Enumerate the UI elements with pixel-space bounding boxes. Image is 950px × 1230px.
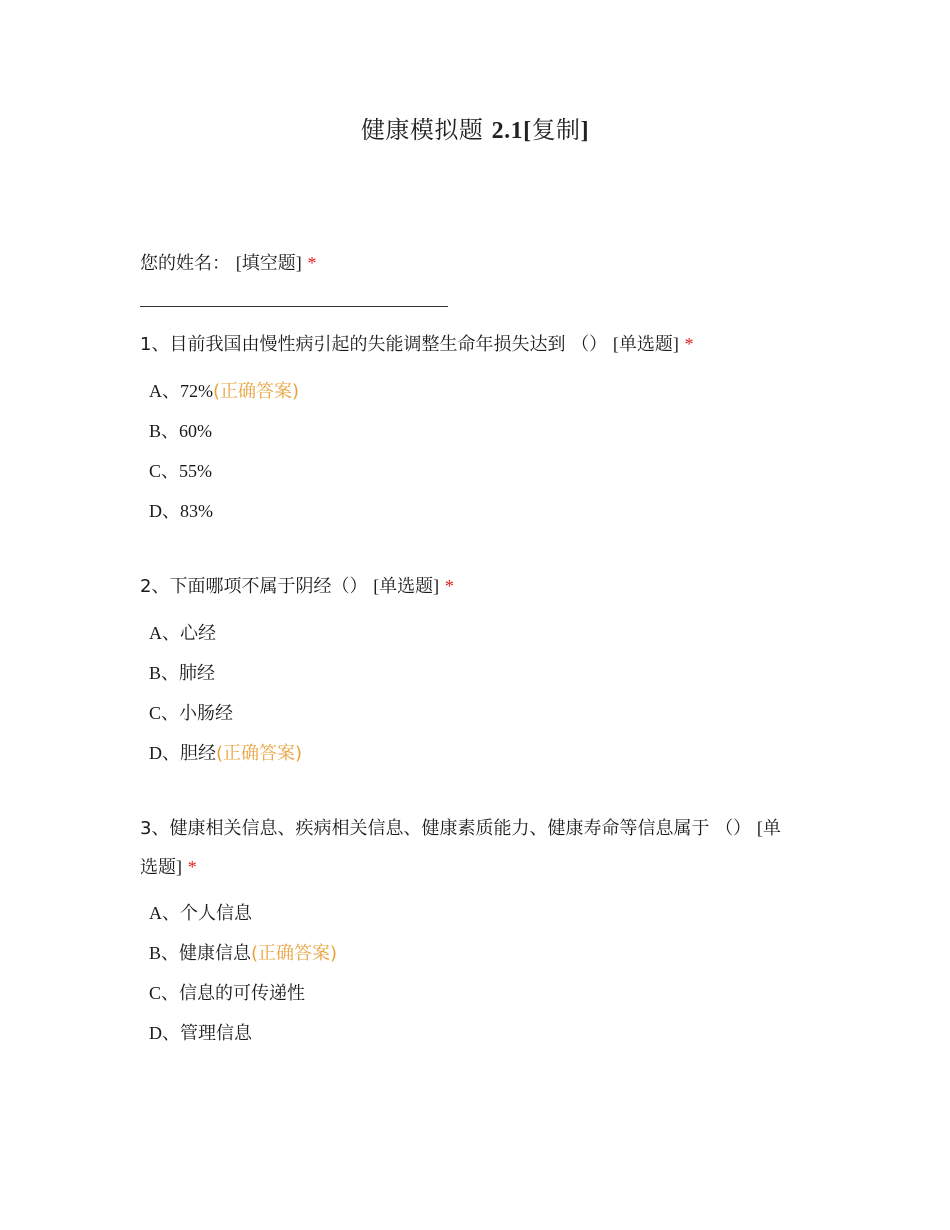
title-bracket-close: ] bbox=[580, 118, 590, 144]
option-3a[interactable] bbox=[149, 901, 252, 926]
question-1 bbox=[140, 325, 820, 364]
title-suffix: 复制 bbox=[531, 116, 581, 144]
question-line-2 bbox=[140, 848, 820, 887]
option-text: 胆经 bbox=[180, 743, 216, 764]
option-letter: D bbox=[149, 501, 162, 521]
required-mark: * bbox=[187, 857, 197, 877]
name-question bbox=[140, 244, 820, 283]
name-question-type: [填空题] bbox=[235, 253, 302, 273]
option-2c[interactable] bbox=[149, 701, 233, 726]
question-type-part1: [单 bbox=[756, 818, 781, 838]
option-3b[interactable] bbox=[149, 941, 337, 966]
correct-answer-marker: (正确答案) bbox=[251, 943, 338, 964]
option-separator: 、 bbox=[161, 461, 180, 482]
option-3c[interactable] bbox=[149, 981, 305, 1006]
option-letter: A bbox=[149, 381, 162, 401]
question-type-part2: 选题] bbox=[140, 857, 182, 877]
option-letter: A bbox=[149, 623, 162, 643]
option-separator: 、 bbox=[161, 943, 180, 964]
option-letter: C bbox=[149, 703, 162, 723]
option-text: 60% bbox=[179, 421, 213, 441]
title-prefix: 健康模拟题 bbox=[360, 116, 484, 144]
option-text: 心经 bbox=[180, 623, 216, 644]
required-mark: * bbox=[307, 253, 317, 273]
required-mark: * bbox=[684, 334, 694, 354]
question-2 bbox=[140, 567, 820, 606]
option-text: 个人信息 bbox=[180, 903, 252, 924]
option-text: 信息的可传递性 bbox=[179, 983, 306, 1004]
page-title bbox=[0, 110, 950, 145]
option-2b[interactable] bbox=[149, 661, 215, 686]
correct-answer-marker: (正确答案) bbox=[216, 743, 303, 764]
option-1d[interactable] bbox=[149, 499, 213, 524]
option-3d[interactable] bbox=[149, 1021, 252, 1046]
option-text: 83% bbox=[180, 501, 213, 521]
correct-answer-marker: (正确答案) bbox=[213, 381, 300, 402]
question-text: 、健康相关信息、疾病相关信息、健康素质能力、健康寿命等信息属于 （） bbox=[151, 818, 752, 839]
option-1b[interactable] bbox=[149, 419, 212, 444]
option-letter: A bbox=[149, 903, 162, 923]
option-text: 小肠经 bbox=[179, 703, 234, 724]
option-letter: B bbox=[149, 663, 162, 683]
option-text: 健康信息 bbox=[179, 943, 252, 964]
option-2d[interactable] bbox=[149, 741, 302, 766]
option-separator: 、 bbox=[162, 1023, 180, 1044]
option-letter: D bbox=[149, 743, 162, 763]
option-2a[interactable] bbox=[149, 621, 216, 646]
title-number: 2.1 bbox=[491, 118, 524, 144]
question-3 bbox=[140, 809, 820, 887]
option-separator: 、 bbox=[161, 421, 180, 442]
question-number: 3 bbox=[140, 818, 152, 839]
question-line-1 bbox=[140, 809, 820, 848]
name-answer-field[interactable] bbox=[140, 306, 448, 307]
option-separator: 、 bbox=[162, 381, 180, 402]
question-type: [单选题] bbox=[612, 334, 679, 354]
option-text: 肺经 bbox=[179, 663, 216, 684]
option-letter: D bbox=[149, 1023, 162, 1043]
question-text: 、下面哪项不属于阴经（） bbox=[151, 576, 368, 597]
option-separator: 、 bbox=[161, 983, 180, 1004]
option-1c[interactable] bbox=[149, 459, 212, 484]
name-question-label: 您的姓名： bbox=[140, 253, 230, 274]
option-text: 管理信息 bbox=[180, 1023, 252, 1044]
option-text: 55% bbox=[179, 461, 213, 481]
option-separator: 、 bbox=[161, 703, 180, 724]
option-letter: B bbox=[149, 421, 162, 441]
option-separator: 、 bbox=[161, 663, 180, 684]
option-letter: C bbox=[149, 461, 162, 481]
title-bracket-open: [ bbox=[523, 118, 532, 144]
option-1a[interactable] bbox=[149, 379, 299, 404]
option-separator: 、 bbox=[162, 501, 180, 522]
option-separator: 、 bbox=[162, 743, 180, 764]
question-text: 、目前我国由慢性病引起的失能调整生命年损失达到 （） bbox=[151, 334, 608, 355]
option-text: 72% bbox=[180, 381, 213, 401]
option-separator: 、 bbox=[162, 623, 180, 644]
required-mark: * bbox=[444, 576, 454, 596]
question-type: [单选题] bbox=[373, 576, 440, 596]
option-letter: B bbox=[149, 943, 162, 963]
question-number: 2 bbox=[140, 576, 152, 597]
option-separator: 、 bbox=[162, 903, 180, 924]
option-letter: C bbox=[149, 983, 162, 1003]
question-number: 1 bbox=[140, 334, 152, 355]
